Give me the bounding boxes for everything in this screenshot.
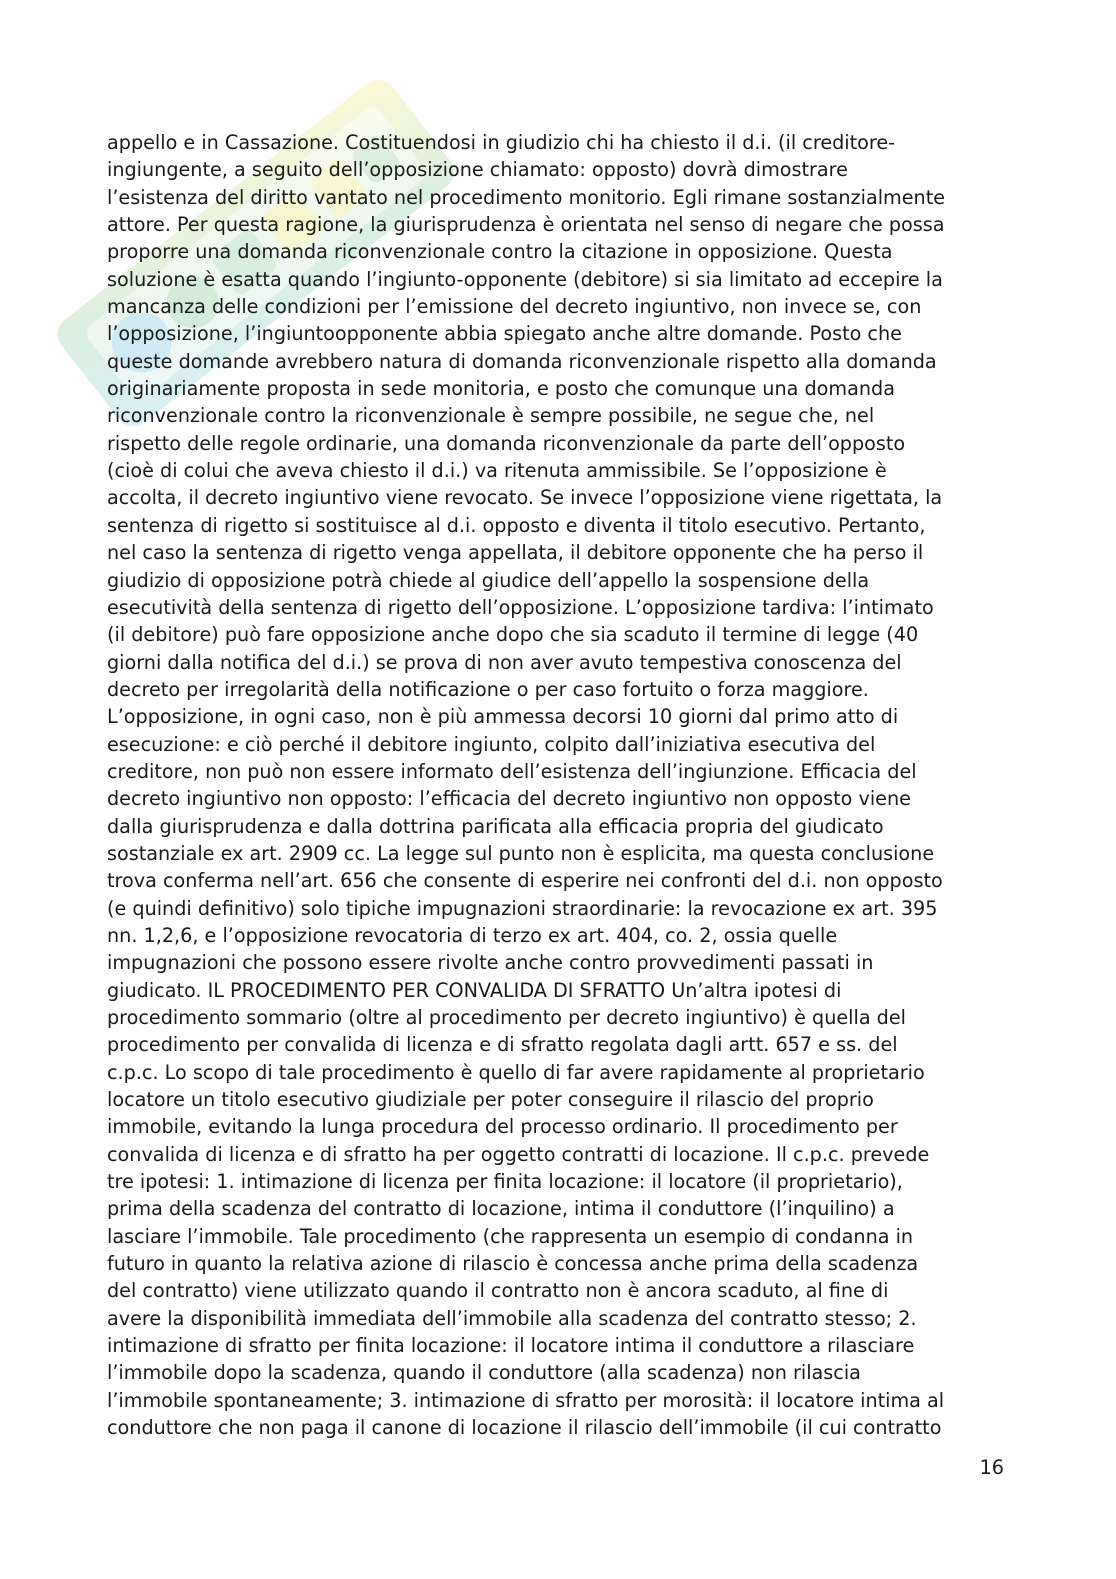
text-line: tre ipotesi: 1. intimazione di licenza per finita locazione: il locatore (il proprietario), <box>107 1170 903 1194</box>
text-line: rispetto delle regole ordinarie, una domanda riconvenzionale da parte dell’opposto <box>107 431 906 455</box>
text-line: L’opposizione, in ogni caso, non è più ammessa decorsi 10 giorni dal primo atto di <box>107 705 899 729</box>
text-line: prima della scadenza del contratto di locazione, intima il conduttore (l’inquilino) a <box>107 1197 895 1221</box>
text-line: c.p.c. Lo scopo di tale procedimento è quello di far avere rapidamente al proprietario <box>107 1060 925 1084</box>
text-line: originariamente proposta in sede monitoria, e posto che comunque una domanda <box>107 377 895 401</box>
text-line: procedimento per convalida di licenza e di sfratto regolata dagli artt. 657 e ss. del <box>107 1033 898 1057</box>
text-line: accolta, il decreto ingiuntivo viene revocato. Se invece l’opposizione viene rigettata, la <box>107 486 943 510</box>
text-line: (il debitore) può fare opposizione anche dopo che sia scaduto il termine di legge (40 <box>107 623 919 647</box>
text-line: (e quindi definitivo) solo tipiche impugnazioni straordinarie: la revocazione ex art. 395 <box>107 896 938 920</box>
text-line: procedimento sommario (oltre al procedimento per decreto ingiuntivo) è quella del <box>107 1006 906 1029</box>
text-line: giudizio di opposizione potrà chiede al giudice dell’appello la sospensione della <box>107 568 870 592</box>
text-line: decreto ingiuntivo non opposto: l’efficacia del decreto ingiuntivo non opposto viene <box>107 787 911 811</box>
text-line: l’opposizione, l’ingiuntoopponente abbia spiegato anche altre domande. Posto che <box>107 322 902 346</box>
text-line: immobile, evitando la lunga procedura del processo ordinario. Il procedimento per <box>107 1115 898 1139</box>
text-line: appello e in Cassazione. Costituendosi in giudizio chi ha chiesto il d.i. (il creditore- <box>107 131 896 154</box>
text-line: intimazione di sfratto per finita locazione: il locatore intima il conduttore a rilasciare <box>107 1334 915 1358</box>
text-line: trova conferma nell’art. 656 che consente di esperire nei confronti del d.i. non opposto <box>107 869 943 893</box>
text-line: dalla giurisprudenza e dalla dottrina parificata alla efficacia propria del giudicato <box>107 814 884 838</box>
text-line: proporre una domanda riconvenzionale contro la citazione in opposizione. Questa <box>107 240 893 264</box>
text-line: futuro in quanto la relativa azione di rilascio è concessa anche prima della scadenza <box>107 1252 919 1276</box>
text-line: (cioè di colui che aveva chiesto il d.i.) va ritenuta ammissibile. Se l’opposizione è <box>107 459 887 483</box>
text-line: soluzione è esatta quando l’ingiunto-opponente (debitore) si sia limitato ad eccepire la <box>107 267 943 291</box>
text-line: nel caso la sentenza di rigetto venga appellata, il debitore opponente che ha perso il <box>107 541 924 565</box>
page-number: 16 <box>979 1456 1004 1479</box>
text-line: giudicato. IL PROCEDIMENTO PER CONVALIDA DI SFRATTO Un’altra ipotesi di <box>107 978 842 1002</box>
text-line: impugnazioni che possono essere rivolte anche contro provvedimenti passati in <box>107 951 874 975</box>
text-line: lasciare l’immobile. Tale procedimento (che rappresenta un esempio di condanna in <box>107 1224 914 1248</box>
text-line: creditore, non può non essere informato dell’esistenza dell’ingiunzione. Efficacia del <box>107 759 917 783</box>
text-line: nn. 1,2,6, e l’opposizione revocatoria di terzo ex art. 404, co. 2, ossia quelle <box>107 923 838 947</box>
text-line: giorni dalla notifica del d.i.) se prova di non aver avuto tempestiva conoscenza del <box>107 650 902 674</box>
body-paragraph <box>107 129 1012 1442</box>
text-line: l’esistenza del diritto vantato nel procedimento monitorio. Egli rimane sostanzialmente <box>107 185 946 209</box>
text-line: esecutività della sentenza di rigetto dell’opposizione. L’opposizione tardiva: l’intimato <box>107 595 934 619</box>
text-line: sostanziale ex art. 2909 cc. La legge sul punto non è esplicita, ma questa conclusione <box>107 841 935 865</box>
text-line: ingiungente, a seguito dell’opposizione chiamato: opposto) dovrà dimostrare <box>107 158 848 182</box>
text-line: locatore un titolo esecutivo giudiziale per poter conseguire il rilascio del proprio <box>107 1088 874 1112</box>
text-line: l’immobile dopo la scadenza, quando il conduttore (alla scadenza) non rilascia <box>107 1361 861 1385</box>
text-line: avere la disponibilità immediata dell’immobile alla scadenza del contratto stesso; 2. <box>107 1306 917 1330</box>
text-line: sentenza di rigetto si sostituisce al d.i. opposto e diventa il titolo esecutivo. Pertanto, <box>107 513 926 537</box>
text-line: attore. Per questa ragione, la giurisprudenza è orientata nel senso di negare che possa <box>107 213 945 237</box>
text-line: convalida di licenza e di sfratto ha per oggetto contratti di locazione. Il c.p.c. prevede <box>107 1142 930 1166</box>
text-line: mancanza delle condizioni per l’emissione del decreto ingiuntivo, non invece se, con <box>107 295 922 319</box>
text-line: l’immobile spontaneamente; 3. intimazione di sfratto per morosità: il locatore intima al <box>107 1388 945 1412</box>
text-line: queste domande avrebbero natura di domanda riconvenzionale rispetto alla domanda <box>107 349 937 373</box>
text-line: esecuzione: e ciò perché il debitore ingiunto, colpito dall’iniziativa esecutiva del <box>107 732 876 756</box>
text-line: conduttore che non paga il canone di locazione il rilascio dell’immobile (il cui contratto <box>107 1416 942 1440</box>
text-line: decreto per irregolarità della notificazione o per caso fortuito o forza maggiore. <box>107 677 869 701</box>
text-line: riconvenzionale contro la riconvenzionale è sempre possibile, ne segue che, nel <box>107 404 875 428</box>
text-line: del contratto) viene utilizzato quando il contratto non è ancora scaduto, al fine di <box>107 1279 889 1303</box>
